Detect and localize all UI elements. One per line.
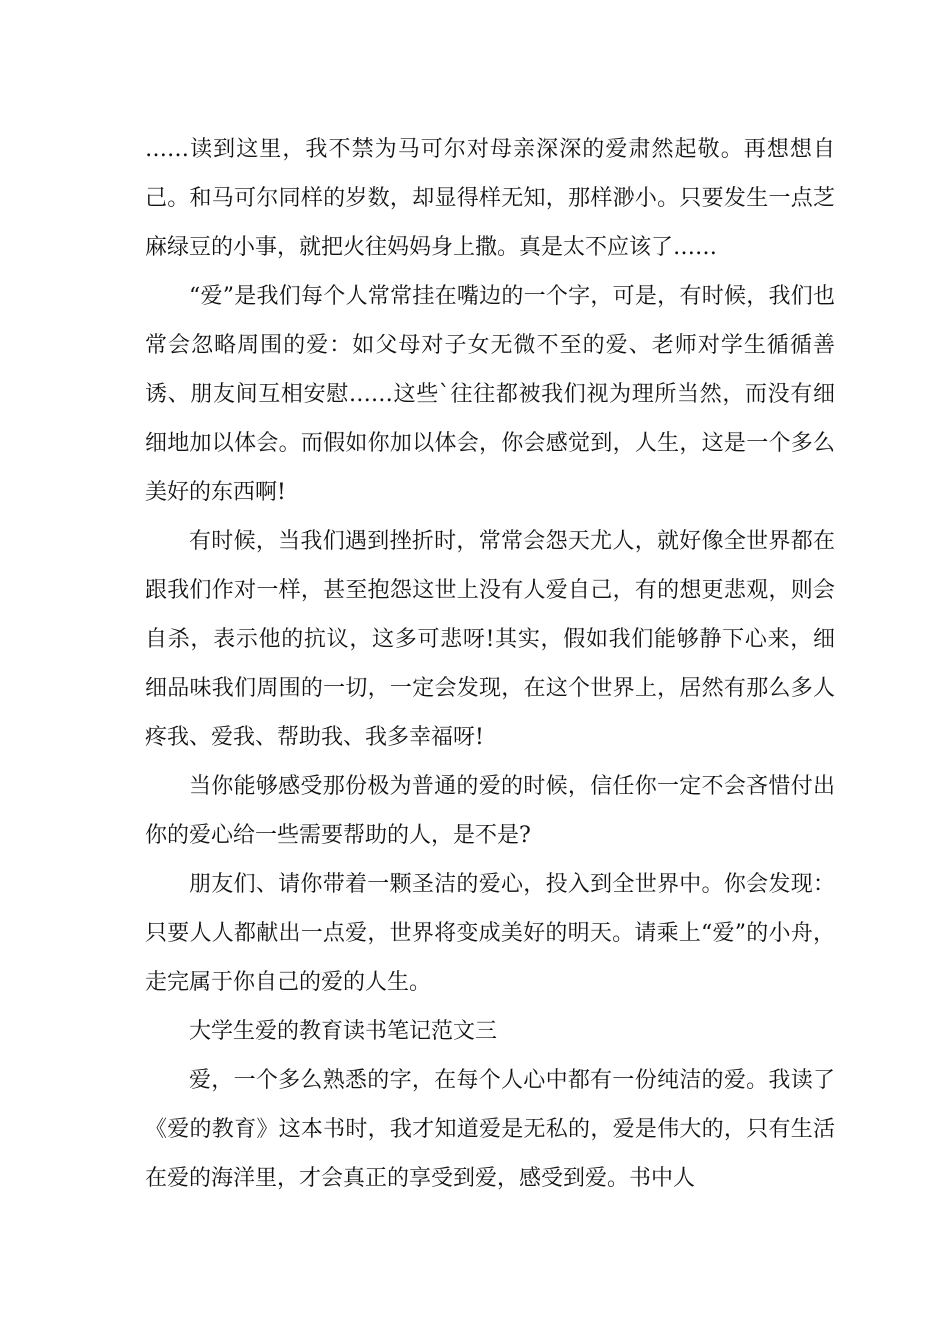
paragraph-setbacks: 有时候，当我们遇到挫折时，常常会怨天尤人，就好像全世界都在跟我们作对一样，甚至抱怨这世上没有人爱自己，有的想更悲观，则会自杀，表示他的抗议，这多可悲呀!其实，假如我们能够静下心来，细细品味我们周围的一切，一定会发现，在这个世界上，居然有那么多人疼我、爱我、帮助我、我多幸福呀!: [145, 529, 835, 750]
paragraph-love-word: “爱”是我们每个人常常挂在嘴边的一个字，可是，有时候，我们也常会忽略周围的爱：如父母对子女无微不至的爱、老师对学生循循善诱、朋友间互相安慰……这些`往往都被我们视为理所当然，而没有细细地加以体会。而假如你加以体会，你会感觉到，人生，这是一个多么美好的东西啊!: [145, 284, 835, 505]
document-page: [145, 125, 835, 1203]
paragraph-friends: 朋友们、请你带着一颗圣洁的爱心，投入到全世界中。你会发现：只要人人都献出一点爱，世界将变成美好的明天。请乘上“爱”的小舟，走完属于你自己的爱的人生。: [145, 872, 835, 995]
paragraph-feel-love: 当你能够感受那份极为普通的爱的时候，信任你一定不会吝惜付出你的爱心给一些需要帮助的人，是不是?: [145, 774, 835, 848]
section-heading: 大学生爱的教育读书笔记范文三: [189, 1019, 498, 1044]
paragraph-continuation: ……读到这里，我不禁为马可尔对母亲深深的爱肃然起敬。再想想自己。和马可尔同样的岁数，却显得样无知，那样渺小。只要发生一点芝麻绿豆的小事，就把火往妈妈身上撒。真是太不应该了……: [145, 137, 835, 260]
paragraph-love-familiar: 爱，一个多么熟悉的字，在每个人心中都有一份纯洁的爱。我读了《爱的教育》这本书时，我才知道爱是无私的，爱是伟大的，只有生活在爱的海洋里，才会真正的享受到爱，感受到爱。书中人: [145, 1068, 835, 1191]
